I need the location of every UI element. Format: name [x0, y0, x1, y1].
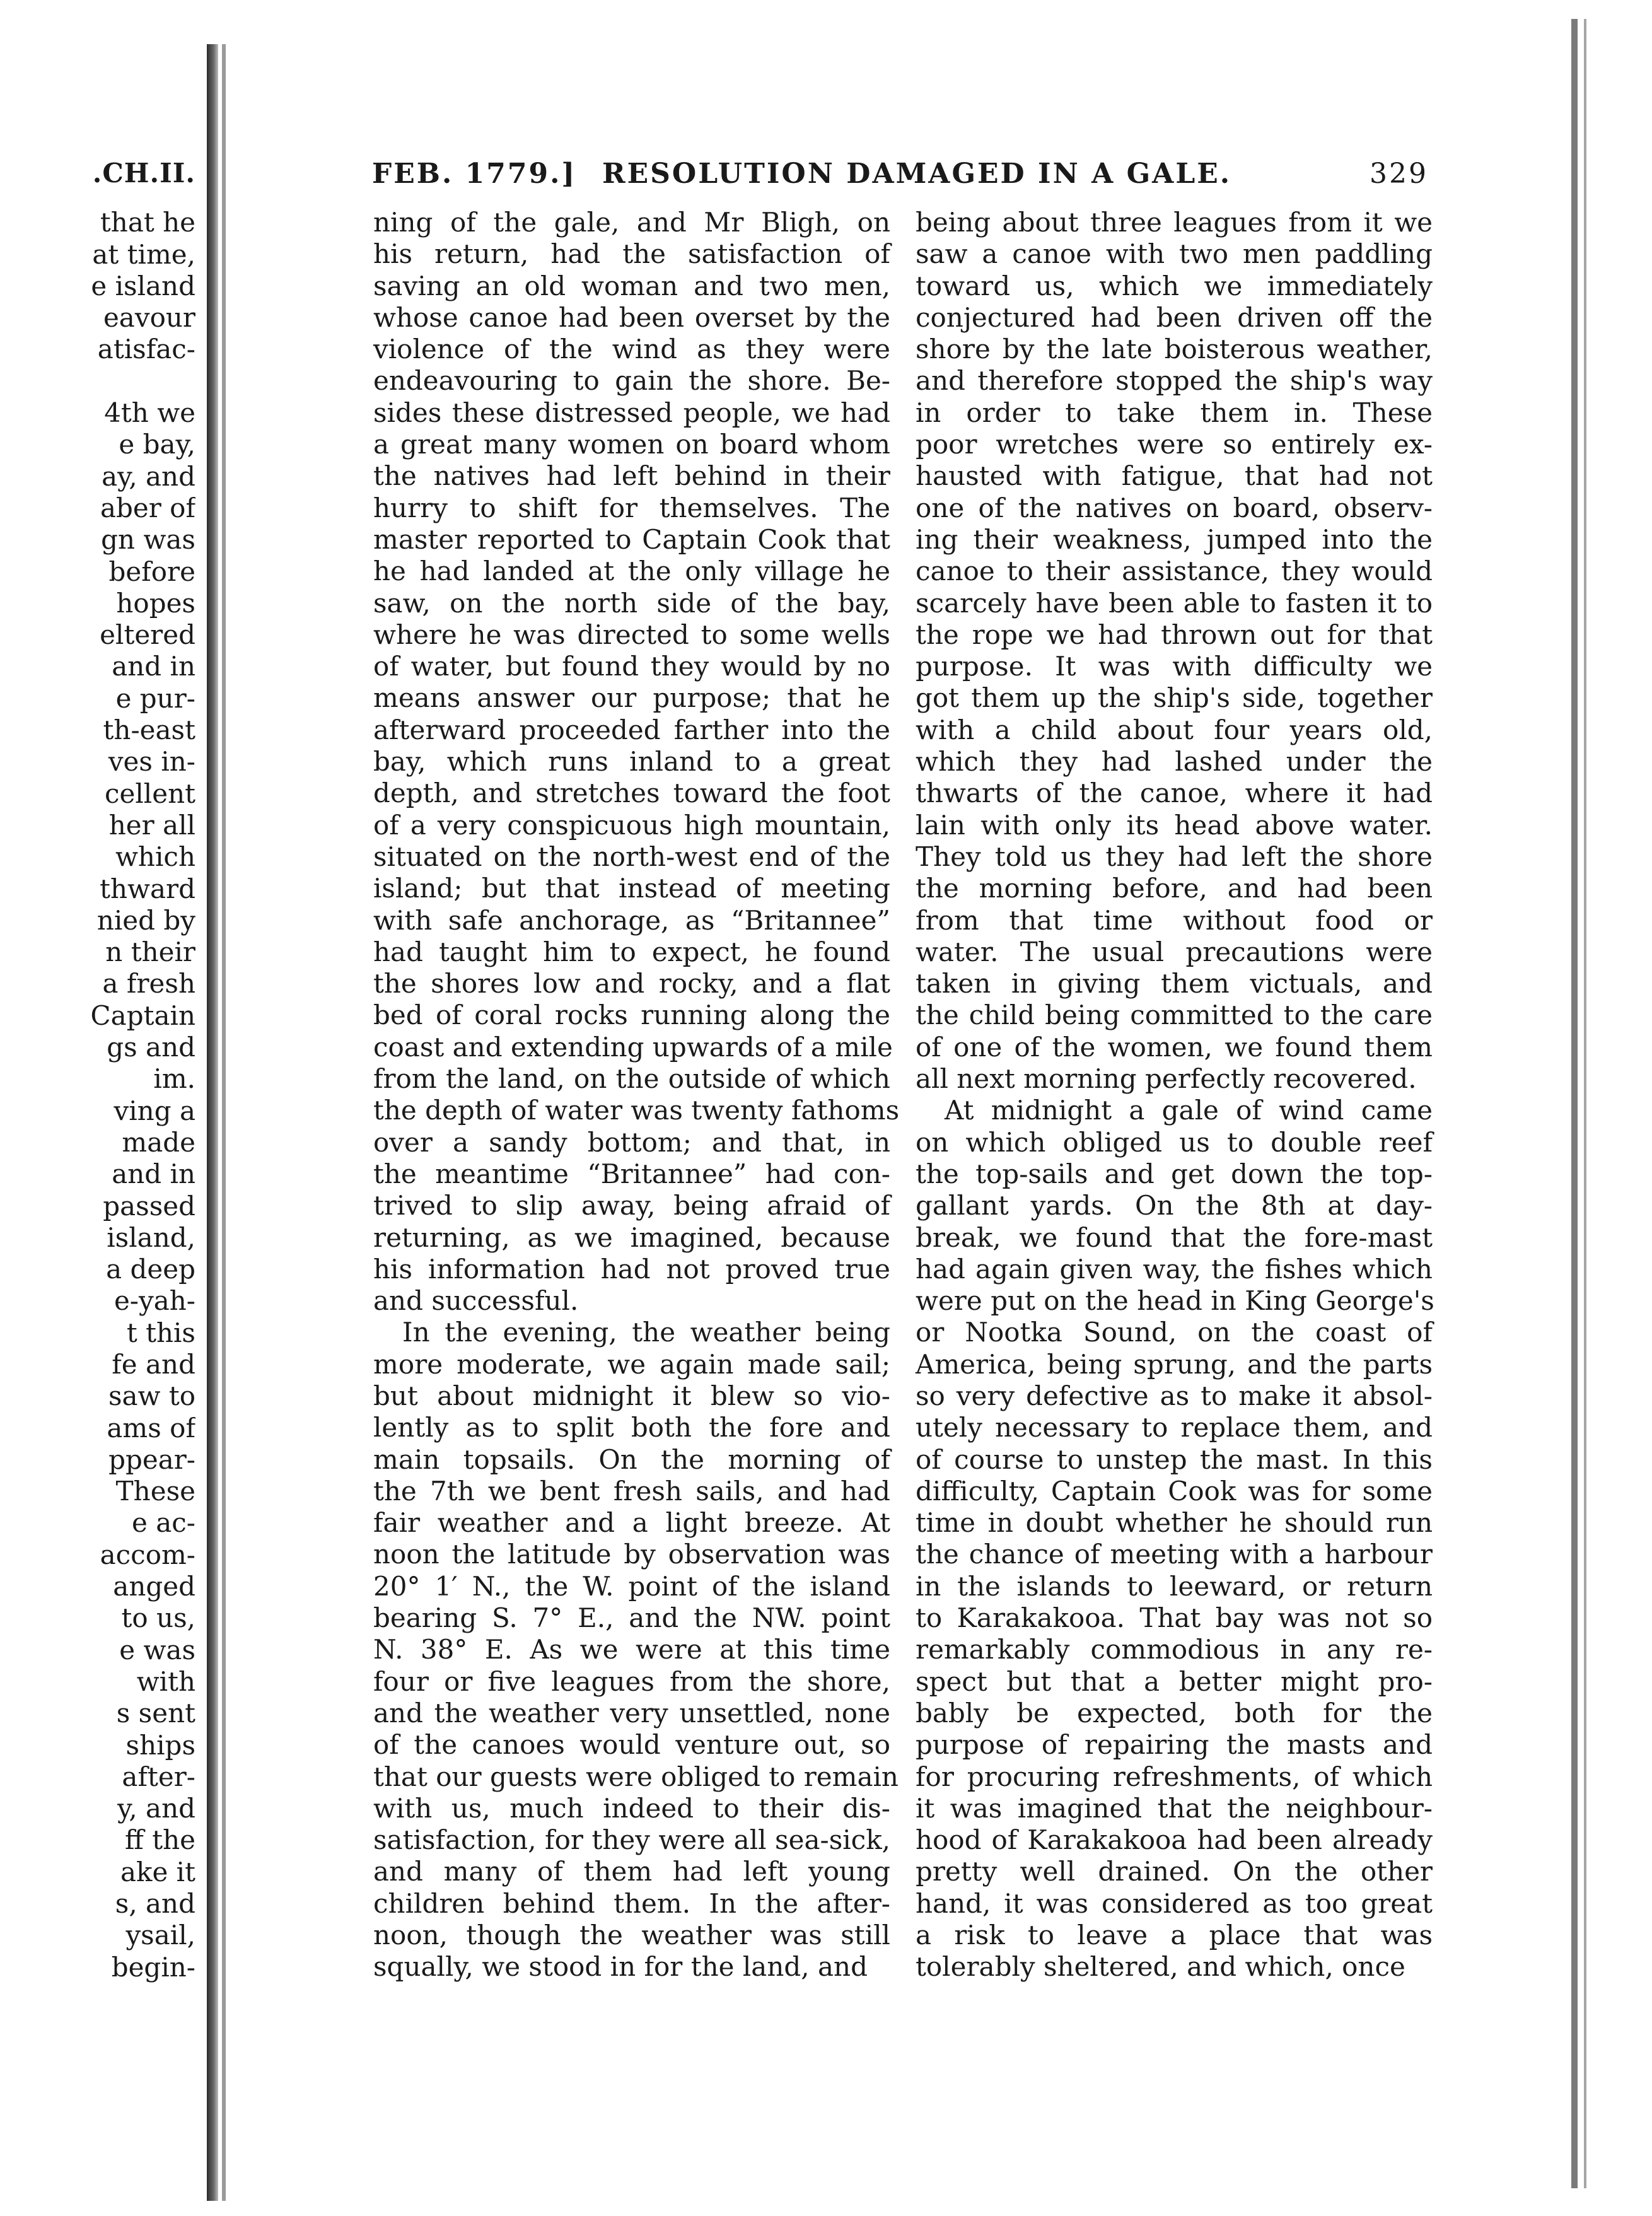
left-fragment-line: aber of: [100, 492, 195, 523]
left-fragment-line: passed: [103, 1190, 195, 1222]
text-line: gallant yards. On the 8th at day-: [916, 1190, 1433, 1222]
text-line: saw a canoe with two men paddling: [916, 238, 1433, 270]
text-line: means answer our purpose; that he: [373, 682, 890, 714]
book-gutter-shadow: [207, 44, 218, 2201]
left-fragment-line: s sent: [116, 1698, 195, 1729]
left-fragment-line: n their: [105, 936, 195, 968]
text-line: ning of the gale, and Mr Bligh, on: [373, 207, 890, 238]
left-fragment-line: ake it: [120, 1856, 195, 1887]
text-line: N. 38° E. As we were at this time: [373, 1634, 890, 1665]
text-line: with us, much indeed to their dis-: [373, 1792, 890, 1824]
text-line: had taught him to expect, he found: [373, 936, 890, 967]
text-line: trived to slip away, being afraid of: [373, 1190, 890, 1222]
text-line: hand, it was considered as too great: [916, 1887, 1433, 1919]
text-line: bearing S. 7° E., and the NW. point: [373, 1602, 890, 1634]
left-fragment-line: ving a: [113, 1095, 195, 1126]
text-line: the shores low and rocky, and a flat: [373, 968, 890, 1000]
text-line: where he was directed to some wells: [373, 619, 890, 650]
text-line: of a very conspicuous high mountain,: [373, 809, 890, 841]
text-line: In the evening, the weather being: [402, 1317, 890, 1348]
left-fragment-line: eltered: [100, 619, 195, 651]
left-fragment-line: ay, and: [102, 460, 195, 492]
left-fragment-line: ams of: [107, 1412, 195, 1443]
text-line: the rope we had thrown out for that: [916, 619, 1433, 650]
text-line: tolerably sheltered, and which, once: [916, 1951, 1405, 1983]
text-line: the chance of meeting with a harbour: [916, 1539, 1433, 1570]
left-fragment-line: that he: [100, 207, 195, 238]
page-right-edge: [1571, 19, 1578, 2188]
text-line: from the land, on the outside of which: [373, 1063, 890, 1095]
left-fragment-line: to us,: [121, 1602, 195, 1634]
left-fragment-line: at time,: [92, 238, 195, 270]
text-line: one of the natives on board, observ-: [916, 492, 1433, 523]
text-line: depth, and stretches toward the foot: [373, 778, 890, 809]
text-line: the meantime “Britannee” had con-: [373, 1158, 890, 1189]
left-fragment-line: before: [108, 556, 195, 587]
text-line: his information had not proved true: [373, 1253, 890, 1285]
left-fragment-line: [0, 366, 195, 397]
left-fragment-line: th-east: [103, 714, 195, 746]
text-line: thwarts of the canoe, where it had: [916, 778, 1433, 809]
text-line: had again given way, the fishes which: [916, 1253, 1433, 1285]
text-line: lain with only its head above water.: [916, 809, 1433, 841]
text-line: whose canoe had been overset by the: [373, 301, 890, 333]
text-line: it was imagined that the neighbour-: [916, 1792, 1433, 1824]
text-line: shore by the late boisterous weather,: [916, 334, 1433, 365]
text-line: all next morning perfectly recovered.: [916, 1063, 1417, 1095]
left-fragment-line: e island: [91, 270, 195, 301]
left-fragment-line: e-yah-: [113, 1285, 195, 1317]
text-line: he had landed at the only village he: [373, 556, 890, 587]
left-fragment-line: her all: [108, 809, 195, 841]
text-line: that our guests were obliged to remain: [373, 1761, 899, 1792]
left-fragment-line: made: [122, 1126, 195, 1158]
text-line: noon, though the weather was still: [373, 1920, 890, 1951]
text-line: his return, had the satisfaction of: [373, 238, 890, 270]
text-line: sides these distressed people, we had: [373, 397, 890, 428]
left-fragment-line: e bay,: [119, 429, 195, 460]
left-fragment-line: anged: [113, 1571, 195, 1602]
text-line: America, being sprung, and the parts: [916, 1348, 1433, 1380]
text-line: children behind them. In the after-: [373, 1887, 890, 1919]
text-line: They told us they had left the shore: [916, 841, 1433, 872]
text-line: scarcely have been able to fasten it to: [916, 587, 1433, 619]
left-page-fragment: [0, 158, 195, 1983]
left-fragment-line: begin-: [111, 1951, 195, 1983]
left-fragment-line: thward: [100, 873, 195, 904]
left-fragment-line: ysail,: [125, 1920, 195, 1951]
text-line: and successful.: [373, 1285, 579, 1317]
text-line: poor wretches were so entirely ex-: [916, 429, 1433, 460]
text-line: utely necessary to replace them, and: [916, 1412, 1433, 1443]
text-line: main topsails. On the morning of: [373, 1443, 890, 1475]
text-line: water. The usual precautions were: [916, 936, 1433, 967]
text-line: the 7th we bent fresh sails, and had: [373, 1475, 890, 1507]
text-line: to Karakakooa. That bay was not so: [916, 1602, 1433, 1634]
text-line: four or five leagues from the shore,: [373, 1665, 890, 1697]
text-line: spect but that a better might pro-: [916, 1665, 1433, 1697]
left-fragment-line: These: [115, 1476, 195, 1507]
text-line: conjectured had been driven off the: [916, 301, 1433, 333]
running-header: [372, 158, 1428, 195]
text-line: more moderate, we again made sail;: [373, 1348, 890, 1380]
left-fragment-line: gn was: [101, 524, 195, 556]
text-line: fair weather and a light breeze. At: [373, 1507, 890, 1539]
text-line: purpose. It was with difficulty we: [916, 651, 1433, 682]
left-fragment-line: island,: [107, 1222, 195, 1253]
text-line: in order to take them in. These: [916, 397, 1433, 428]
left-fragment-line: fe and: [112, 1348, 195, 1380]
left-fragment-line: ves in-: [108, 746, 195, 778]
left-fragment-line: 4th we: [104, 397, 195, 429]
text-line: saving an old woman and two men,: [373, 270, 890, 301]
left-fragment-line: which: [115, 841, 195, 873]
left-fragment-line: and in: [112, 1158, 195, 1190]
text-line: saw, on the north side of the bay,: [373, 587, 890, 619]
text-line: 20° 1′ N., the W. point of the island: [373, 1570, 890, 1602]
text-column-right: [916, 207, 1433, 1983]
left-fragment-line: e pur-: [115, 682, 195, 714]
text-line: and the weather very unsettled, none: [373, 1697, 890, 1729]
text-line: afterward proceeded farther into the: [373, 714, 890, 745]
left-fragment-line: with: [136, 1665, 195, 1697]
text-line: violence of the wind as they were: [373, 334, 890, 365]
text-line: bed of coral rocks running along the: [373, 1000, 890, 1031]
text-line: satisfaction, for they were all sea-sick,: [373, 1824, 890, 1856]
text-line: canoe to their assistance, they would: [916, 556, 1433, 587]
left-fragment-line: Captain: [90, 1000, 195, 1031]
text-line: a risk to leave a place that was: [916, 1920, 1433, 1951]
text-line: being about three leagues from it we: [916, 207, 1433, 238]
text-line: over a sandy bottom; and that, in: [373, 1126, 890, 1158]
text-line: bay, which runs inland to a great: [373, 746, 890, 778]
left-page-header-fragment: .CH.II.: [92, 158, 195, 189]
text-line: hurry to shift for themselves. The: [373, 492, 890, 523]
text-line: and therefore stopped the ship's way: [916, 365, 1433, 397]
text-line: master reported to Captain Cook that: [373, 523, 890, 555]
text-line: got them up the ship's side, together: [916, 682, 1433, 714]
left-fragment-line: gs and: [107, 1032, 195, 1063]
left-fragment-line: e ac-: [132, 1507, 195, 1539]
text-line: in the islands to leeward, or return: [916, 1570, 1433, 1602]
text-line: pretty well drained. On the other: [916, 1856, 1433, 1887]
text-line: and many of them had left young: [373, 1856, 890, 1887]
text-line: of course to unstep the mast. In this: [916, 1443, 1433, 1475]
left-fragment-line: saw to: [108, 1380, 195, 1412]
left-fragment-line: hopes: [116, 587, 195, 619]
left-fragment-line: atisfac-: [97, 334, 195, 365]
text-line: break, we found that the fore-mast: [916, 1222, 1433, 1253]
page-right-edge-inner: [1584, 19, 1586, 2188]
text-line: ing their weakness, jumped into the: [916, 523, 1433, 555]
text-line: with safe anchorage, as “Britannee”: [373, 904, 890, 936]
text-line: from that time without food or: [916, 904, 1433, 936]
header-date: FEB. 1779.]: [372, 158, 577, 190]
text-column-left: [373, 207, 900, 1983]
text-line: endeavouring to gain the shore. Be-: [373, 365, 890, 397]
text-line: which they had lashed under the: [916, 746, 1433, 778]
left-fragment-line: after-: [122, 1761, 195, 1792]
text-line: situated on the north-west end of the: [373, 841, 890, 872]
left-fragment-line: accom-: [100, 1539, 195, 1570]
text-line: bably be expected, both for the: [916, 1697, 1433, 1729]
text-line: of one of the women, we found them: [916, 1031, 1433, 1063]
text-line: returning, as we imagined, because: [373, 1222, 890, 1253]
page-number: 329: [1370, 158, 1428, 190]
text-line: the depth of water was twenty fathoms: [373, 1095, 900, 1126]
text-line: a great many women on board whom: [373, 429, 890, 460]
left-fragment-line: ff the: [125, 1824, 195, 1856]
text-line: coast and extending upwards of a mile: [373, 1031, 893, 1063]
left-fragment-line: t this: [126, 1317, 195, 1348]
text-line: on which obliged us to double reef: [916, 1126, 1433, 1158]
left-fragment-line: eavour: [103, 302, 195, 334]
text-line: difficulty, Captain Cook was for some: [916, 1475, 1433, 1507]
left-fragment-line: and in: [112, 651, 195, 682]
text-line: the natives had left behind in their: [373, 460, 890, 492]
text-line: purpose of repairing the masts and: [916, 1729, 1433, 1761]
text-line: taken in giving them victuals, and: [916, 968, 1433, 1000]
left-fragment-line: y, and: [117, 1793, 195, 1824]
left-fragment-line: ppear-: [108, 1443, 195, 1475]
text-line: with a child about four years old,: [916, 714, 1433, 745]
left-fragment-line: nied by: [96, 904, 195, 936]
text-line: the morning before, and had been: [916, 873, 1433, 904]
text-line: hausted with fatigue, that had not: [916, 460, 1433, 492]
text-line: of water, but found they would by no: [373, 651, 890, 682]
book-gutter-edge: [222, 44, 226, 2201]
text-line: the child being committed to the care: [916, 1000, 1433, 1031]
text-line: the top-sails and get down the top-: [916, 1158, 1433, 1189]
text-line: noon the latitude by observation was: [373, 1539, 890, 1570]
text-line: remarkably commodious in any re-: [916, 1634, 1433, 1665]
left-fragment-line: ships: [125, 1729, 195, 1761]
text-line: island; but that instead of meeting: [373, 873, 890, 904]
text-line: were put on the head in King George's: [916, 1285, 1434, 1317]
text-line: but about midnight it blew so vio-: [373, 1380, 890, 1411]
text-line: lently as to split both the fore and: [373, 1412, 890, 1443]
text-line: for procuring refreshments, of which: [916, 1761, 1433, 1792]
text-line: time in doubt whether he should run: [916, 1507, 1433, 1539]
left-fragment-line: im.: [153, 1063, 195, 1095]
left-fragment-line: s, and: [115, 1888, 195, 1920]
text-line: toward us, which we immediately: [916, 270, 1433, 301]
text-line: or Nootka Sound, on the coast of: [916, 1317, 1433, 1348]
text-line: so very defective as to make it absol-: [916, 1380, 1433, 1411]
header-title: RESOLUTION DAMAGED IN A GALE.: [602, 158, 1232, 190]
text-line: At midnight a gale of wind came: [945, 1095, 1433, 1126]
text-line: hood of Karakakooa had been already: [916, 1824, 1433, 1856]
text-line: squally, we stood in for the land, and: [373, 1951, 868, 1983]
left-fragment-line: a fresh: [102, 968, 195, 1000]
text-line: of the canoes would venture out, so: [373, 1729, 890, 1761]
left-fragment-line: cellent: [104, 778, 195, 809]
left-fragment-line: a deep: [106, 1254, 195, 1285]
left-fragment-line: e was: [119, 1634, 195, 1665]
